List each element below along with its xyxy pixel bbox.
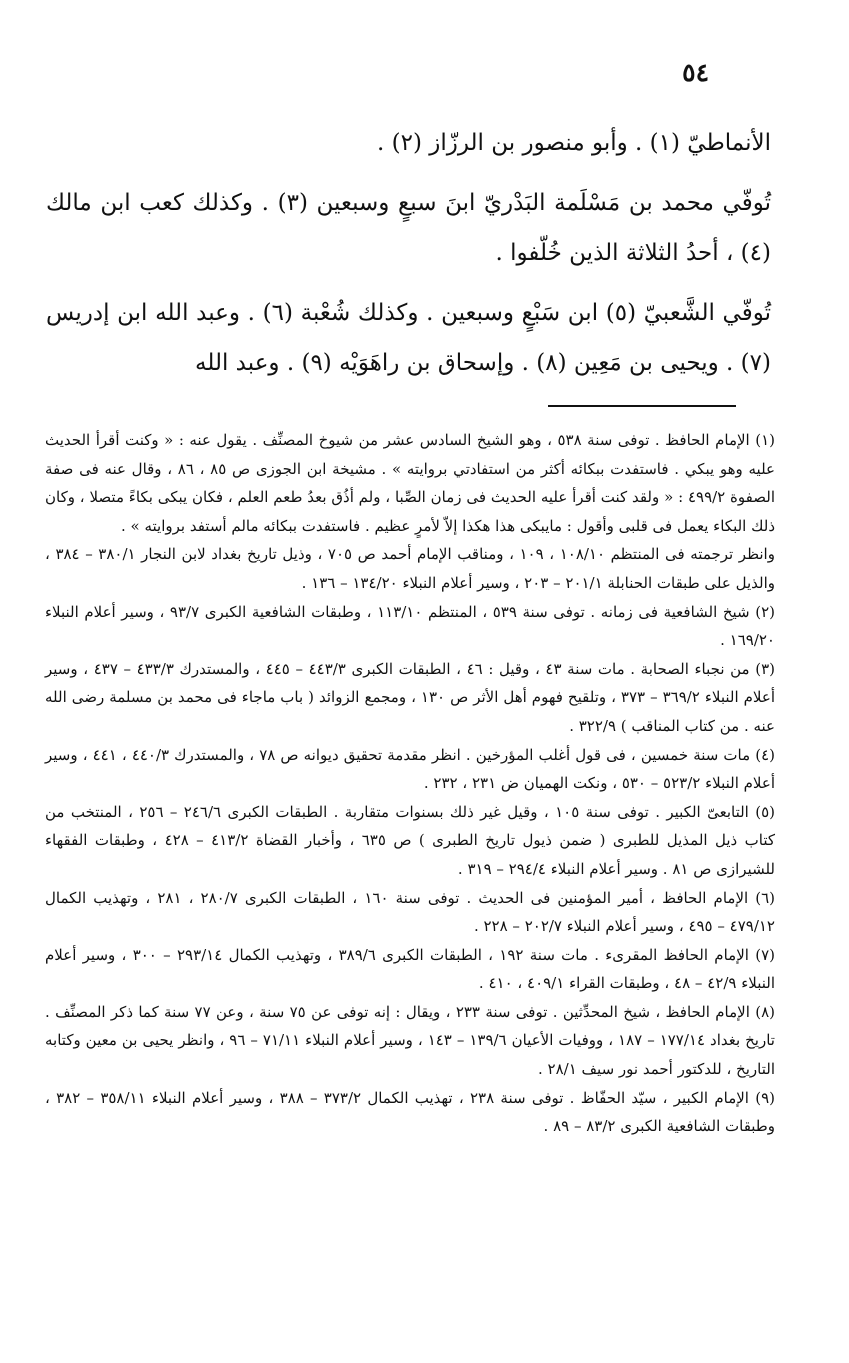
main-paragraph-2: تُوفّي محمد بن مَسْلَمة البَدْريّ ابنَ سبعٍ وسبعين (٣) . وكذلك كعب ابن مالك (٤) ، أحدُ الثلاثة الذين خُلّفوا .: [46, 190, 772, 266]
footnote-3: (٣) من نجباء الصحابة . مات سنة ٤٣ ، وقيل : ٤٦ ، الطبقات الكبرى ٤٤٣/٣ – ٤٤٥ ، والمستدرك ٤٣٣/٣ – ٤٣٧ ، وسير أعلام النبلاء ٣٦٩/٢ – ٣٧٣ ، وتلقيح فهوم أهل الأثر ص ١٣٠ ، ومجمع الزوائد ( باب ماجاء فى محمد بن مسلمة رضى الله عنه . من كتاب المناقب ) ٣٢٢/٩ .: [45, 659, 775, 735]
footnote-1-continued: وانظر ترجمته فى المنتظم ١٠٨/١٠ ، ١٠٩ ، ومناقب الإمام أحمد ص ٧٠٥ ، وذيل تاريخ بغداد لابن النجار ٣٨٠/١ – ٣٨٤ ، والذيل على طبقات الحنابلة ٢٠١/١ – ٢٠٣ ، وسير أعلام النبلاء ١٣٤/٢٠ – ١٣٦ .: [45, 545, 775, 592]
main-paragraph-1: الأنماطيّ (١) . وأبو منصور بن الرزّاز (٢) .: [376, 130, 771, 156]
footnote-2: (٢) شيخ الشافعية فى زمانه . توفى سنة ٥٣٩ ، المنتظم ١١٣/١٠ ، وطبقات الشافعية الكبرى ٩٣/٧ ، وسير أعلام النبلاء ١٦٩/٢٠ .: [45, 602, 775, 650]
footnote-6: (٦) الإمام الحافظ ، أمير المؤمنين فى الحديث . توفى سنة ١٦٠ ، الطبقات الكبرى ٢٨٠/٧ ، ٢٨١ ، وتهذيب الكمال ٤٧٩/١٢ – ٤٩٥ ، وسير أعلام النبلاء ٢٠٢/٧ – ٢٢٨ .: [45, 888, 776, 936]
main-paragraph-3: تُوفّي الشَّعبيّ (٥) ابن سَبْعٍ وسبعين . وكذلك شُعْبة (٦) . وعبد الله ابن إدريس (٧) . ويحيى بن مَعِين (٨) . وإسحاق بن راهَوَيْه (٩) . وعبد الله: [46, 300, 771, 376]
footnotes: [45, 426, 803, 1141]
main-text: [46, 118, 801, 398]
footnote-1: (١) الإمام الحافظ . توفى سنة ٥٣٨ ، وهو الشيخ السادس عشر من شيوخ المصنِّف . يقول عنه : « وكنت أقرأ الحديث عليه وهو يبكي . فاستفدت ببكائه أكثر من استفادتي بروايته » . مشيخة ابن الجوزى ص ٨٥ ، ٨٦ ، وقال عنه فى صفة الصفوة ٤٩٩/٢ : « ولقد كنت أقرأ عليه الحديث فى زمان الصِّبا ، ولم أذُق بعدُ طعم العلم ، فكان يبكى بكاءً متصلا ، وكان ذلك البكاء يعمل فى قلبى وأقول : مايبكى هذا هكذا إلاّ لأمرٍ عظيم . فاستفدت ببكائه مالم أستفد بروايته » .: [45, 431, 775, 535]
footnote-8: (٨) الإمام الحافظ ، شيخ المحدِّثين . توفى سنة ٢٣٣ ، ويقال : إنه توفى عن ٧٥ سنة ، وعن ٧٧ سنة كما ذكر المصنِّف . تاريخ بغداد ١٧٧/١٤ – ١٨٧ ، ووفيات الأعيان ١٣٩/٦ – ١٤٣ ، وسير أعلام النبلاء ٧١/١١ – ٩٦ ، وانظر يحيى بن معين وكتابه التاريخ ، للدكتور أحمد نور سيف ٢٨/١ .: [45, 1002, 775, 1079]
page-number: ٥٤: [682, 58, 709, 87]
footnote-4: (٤) مات سنة خمسين ، فى قول أغلب المؤرخين . انظر مقدمة تحقيق ديوانه ص ٧٨ ، والمستدرك ٤٤٠/٣ ، ٤٤١ ، وسير أعلام النبلاء ٥٢٣/٢ – ٥٣٠ ، ونكت الهميان ض ٢٣١ ، ٢٣٢ .: [45, 745, 775, 793]
footnote-divider: [548, 405, 736, 407]
footnote-5: (٥) التابعىّ الكبير . توفى سنة ١٠٥ ، وقيل غير ذلك بسنوات متقاربة . الطبقات الكبرى ٢٤٦/٦ – ٢٥٦ ، المنتخب من كتاب ذيل المذيل للطبرى ( ضمن ذيول تاريخ الطبرى ) ص ٦٣٥ ، وأخبار القضاة ٤١٣/٢ – ٤٢٨ ، وطبقات الفقهاء للشيرازى ص ٨١ . وسير أعلام النبلاء ٢٩٤/٤ – ٣١٩ .: [45, 802, 775, 878]
footnote-9: (٩) الإمام الكبير ، سيّد الحفّاظ . توفى سنة ٢٣٨ ، تهذيب الكمال ٣٧٣/٢ – ٣٨٨ ، وسير أعلام النبلاء ٣٥٨/١١ – ٣٨٢ ، وطبقات الشافعية الكبرى ٨٣/٢ – ٨٩ .: [45, 1088, 776, 1136]
footnote-7: (٧) الإمام الحافظ المقرىء . مات سنة ١٩٢ ، الطبقات الكبرى ٣٨٩/٦ ، وتهذيب الكمال ٢٩٣/١٤ – ٣٠٠ ، وسير أعلام النبلاء ٤٢/٩ – ٤٨ ، وطبقات القراء ٤٠٩/١ ، ٤١٠ .: [45, 945, 775, 993]
